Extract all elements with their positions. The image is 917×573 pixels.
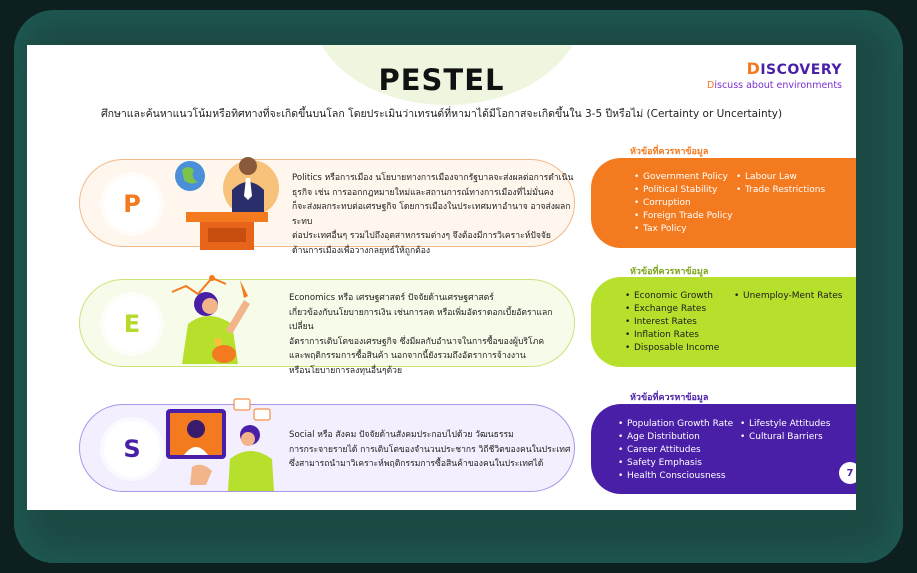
economist-illustration-icon (166, 270, 278, 368)
description-line: Politics หรือการเมือง นโยบายทางการเมืองจากรัฐบาลจะส่งผลต่อการดำเนิน (292, 173, 574, 183)
description-line: และพฤติกรรมการซื้อสินค้า นอกจากนี้ยังรวมถึงอัตราการจ้างงาน (289, 351, 526, 361)
brand-initial: D (746, 59, 761, 78)
brand (707, 59, 842, 91)
section-p-letter: P (104, 176, 160, 232)
description-line: อัตราการเติบโตของเศรษฐกิจ ซึ่งมีผลกับอำนาจในการซื้อของผู้บริโภค (289, 336, 545, 347)
list-item: • Career Attitudes (618, 444, 733, 457)
list-item: • Health Consciousness (618, 470, 733, 483)
slide-subtitle: ศึกษาและค้นหาแนวโน้มหรือทิศทางที่จะเกิดขึ้นบนโลก โดยประเมินว่าเทรนด์ที่หามาได้มีโอกาสจะเกิดขึ้นใน 3-5 ปีหรือไม่ (Certainty or Uncertainty) (100, 108, 783, 120)
page-number: 7 (839, 462, 856, 484)
description-line: ซึ่งสามารถนำมาวิเคราะห์พฤติกรรมการซื้อสินค้าของคนในประเทศได้ (289, 459, 544, 469)
section-s-card (79, 404, 575, 492)
section-s-list-2 (740, 418, 830, 444)
slide (27, 45, 856, 510)
section-e-panel (591, 277, 856, 367)
section-p-heading: หัวข้อที่ควรหาข้อมูล (630, 147, 709, 157)
section-e-letter: E (104, 296, 160, 352)
section-p-list-2 (736, 171, 825, 197)
list-item: • Inflation Rates (625, 329, 719, 342)
list-item: • Political Stability (634, 184, 733, 197)
section-s-description (289, 428, 570, 472)
section-e-description (289, 291, 574, 378)
section-p-list-1 (634, 171, 733, 236)
section-s-panel (591, 404, 856, 494)
section-p-description (292, 171, 574, 258)
description-line: หรือนโยบายการลงทุนอื่นๆด้วย (289, 365, 403, 376)
social-illustration-icon (162, 397, 282, 491)
list-item: • Foreign Trade Policy (634, 210, 733, 223)
section-s-letter: S (104, 421, 160, 477)
section-e-card (79, 279, 575, 376)
list-item: • Population Growth Rate (618, 418, 733, 431)
description-line: การกระจายรายได้ การเติบโตของจำนวนประชากร วิถีชีวิตของคนในประเทศ (289, 444, 571, 455)
description-line: Social หรือ สังคม ปัจจัยด้านสังคมประกอบไปด้วย วัฒนธรรม (289, 430, 514, 440)
list-item: • Interest Rates (625, 316, 719, 329)
list-item: • Corruption (634, 197, 733, 210)
section-p-panel (591, 158, 856, 248)
section-s-list-1 (618, 418, 733, 483)
brand-name (707, 59, 842, 78)
description-line: ธุรกิจ เช่น การออกกฎหมายใหม่และสถานการณ์ทางการเมืองที่ไม่มั่นคง (292, 187, 554, 198)
slide-title: PESTEL (378, 63, 505, 97)
list-item: • Safety Emphasis (618, 457, 733, 470)
list-item: • Labour Law (736, 171, 825, 184)
list-item: • Age Distribution (618, 431, 733, 444)
list-item: • Trade Restrictions (736, 184, 825, 197)
section-e-list-1 (625, 290, 719, 355)
politician-illustration-icon (166, 148, 286, 250)
brand-rest: ISCOVERY (760, 62, 842, 78)
list-item: • Disposable Income (625, 342, 719, 355)
list-item: • Exchange Rates (625, 303, 719, 316)
brand-sub-rest: iscuss about environments (714, 80, 842, 91)
description-line: ต่อประเทศอื่นๆ รวมไปถึงอุตสาหกรรมต่างๆ จึงต้องมีการวิเคราะห์ปัจจัย (292, 231, 551, 241)
section-p-card (79, 159, 575, 256)
brand-sub-initial: D (707, 80, 715, 91)
list-item: • Tax Policy (634, 223, 733, 236)
section-e-list-2 (734, 290, 842, 303)
list-item: • Economic Growth (625, 290, 719, 303)
list-item: • Cultural Barriers (740, 431, 830, 444)
brand-subtitle (707, 80, 842, 91)
list-item: • Lifestyle Attitudes (740, 418, 830, 431)
description-line: ก็จะส่งผลกระทบต่อเศรษฐกิจ โดยการเมืองในประเทศมหาอำนาจ อาจส่งผลกระทบ (292, 202, 571, 227)
description-line: เกี่ยวข้องกับนโยบายการเงิน เช่นการลด หรือเพิ่มอัตราดอกเบี้ยอัตราแลกเปลี่ยน (289, 307, 553, 332)
list-item: • Government Policy (634, 171, 733, 184)
section-e-heading: หัวข้อที่ควรหาข้อมูล (630, 267, 709, 277)
list-item: • Unemploy-Ment Rates (734, 290, 842, 303)
description-line: ด้านการเมืองเพื่อวางกลยุทธ์ให้ถูกต้อง (292, 245, 431, 256)
section-s-heading: หัวข้อที่ควรหาข้อมูล (630, 393, 709, 403)
description-line: Economics หรือ เศรษฐศาสตร์ ปัจจัยด้านเศรษฐศาสตร์ (289, 293, 494, 303)
